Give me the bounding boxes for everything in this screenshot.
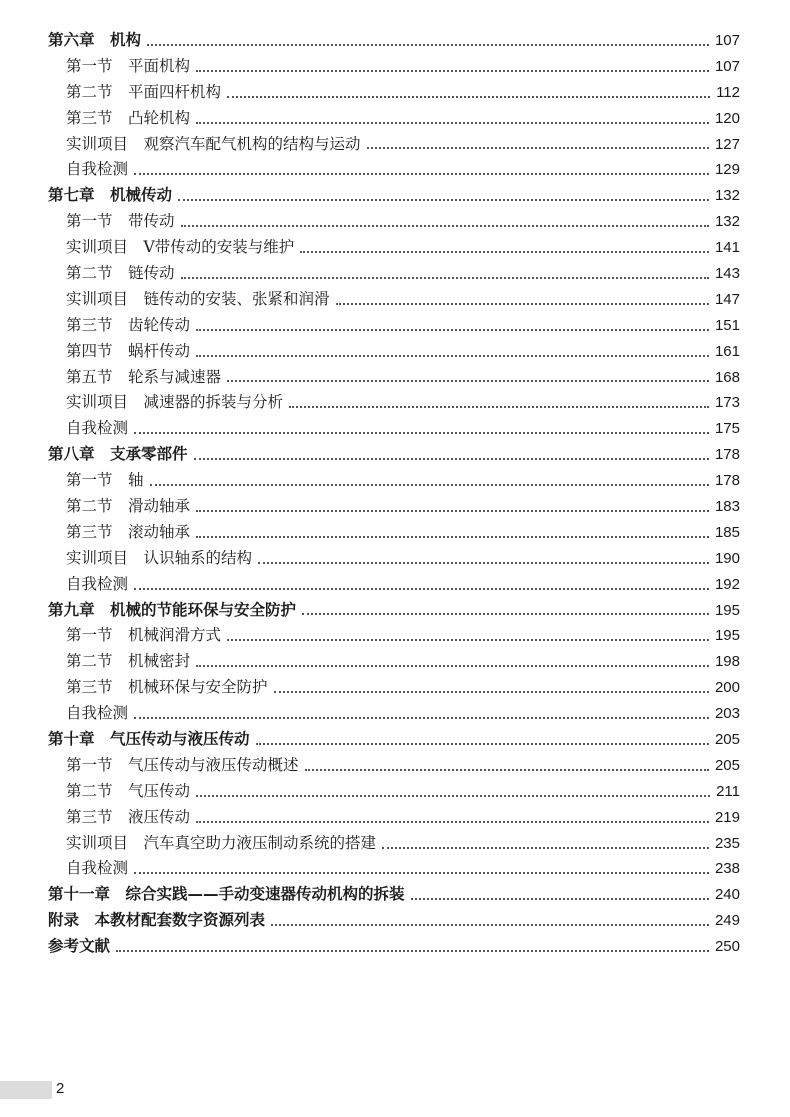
toc-entry-page: 240 — [714, 886, 740, 904]
toc-entry-page: 203 — [714, 705, 740, 723]
toc-entry-page: 183 — [714, 498, 740, 516]
toc-entry-page: 249 — [714, 912, 740, 930]
toc-entry-title: 第一节 气压传动与液压传动概述 — [66, 755, 299, 774]
toc-entry-title: 第二节 机械密封 — [66, 652, 191, 671]
toc-dot-leader — [256, 743, 709, 745]
toc-entry-title: 自我检测 — [66, 859, 129, 878]
toc-dot-leader — [336, 303, 709, 305]
toc-entry-page: 205 — [714, 731, 740, 749]
toc-dot-leader — [196, 122, 709, 124]
toc-dot-leader — [196, 536, 709, 538]
toc-entry-title: 第四节 蜗杆传动 — [66, 341, 191, 360]
footer-bar — [0, 1081, 52, 1099]
toc-section-row[interactable] — [48, 753, 740, 779]
toc-section-row[interactable] — [48, 701, 740, 727]
toc-section-row[interactable] — [48, 805, 740, 831]
toc-entry-title: 实训项目 观察汽车配气机构的结构与运动 — [66, 134, 361, 153]
toc-section-row[interactable] — [48, 54, 740, 80]
toc-entry-title: 第九章 机械的节能环保与安全防护 — [48, 600, 297, 619]
toc-section-row[interactable] — [48, 261, 740, 287]
toc-dot-leader — [305, 769, 709, 771]
toc-dot-leader — [196, 795, 710, 797]
table-of-contents — [48, 28, 740, 960]
toc-section-row[interactable] — [48, 287, 740, 313]
toc-section-row[interactable] — [48, 132, 740, 158]
toc-dot-leader — [196, 665, 709, 667]
toc-entry-title: 第三节 齿轮传动 — [66, 315, 191, 334]
toc-entry-page: 112 — [716, 83, 740, 101]
toc-entry-page: 143 — [714, 265, 740, 282]
toc-entry-title: 第一节 带传动 — [66, 212, 175, 231]
toc-entry-page: 107 — [714, 31, 740, 49]
toc-chapter-row[interactable] — [48, 183, 740, 209]
toc-entry-title: 实训项目 链传动的安装、张紧和润滑 — [66, 289, 330, 308]
toc-entry-title: 第二节 平面四杆机构 — [66, 82, 222, 101]
toc-entry-page: 219 — [714, 808, 740, 826]
toc-section-row[interactable] — [48, 80, 740, 106]
toc-dot-leader — [178, 199, 709, 201]
toc-dot-leader — [196, 355, 709, 357]
toc-rows — [48, 28, 740, 960]
toc-section-row[interactable] — [48, 649, 740, 675]
toc-dot-leader — [258, 562, 709, 564]
toc-entry-page: 195 — [714, 627, 740, 645]
toc-section-row[interactable] — [48, 779, 740, 805]
toc-entry-title: 附录 本教材配套数字资源列表 — [48, 911, 266, 930]
toc-section-row[interactable] — [48, 494, 740, 520]
toc-section-row[interactable] — [48, 157, 740, 183]
toc-entry-page: 175 — [714, 420, 740, 438]
toc-section-row[interactable] — [48, 313, 740, 339]
toc-entry-title: 自我检测 — [66, 574, 129, 593]
toc-entry-title: 第一节 机械润滑方式 — [66, 626, 222, 645]
toc-dot-leader — [134, 432, 709, 434]
toc-dot-leader — [196, 329, 709, 331]
toc-entry-title: 第二节 滑动轴承 — [66, 497, 191, 516]
toc-entry-page: 198 — [714, 653, 740, 671]
toc-dot-leader — [274, 691, 709, 693]
toc-entry-page: 151 — [714, 316, 740, 334]
toc-entry-page: 190 — [714, 549, 740, 567]
toc-entry-page: 147 — [714, 290, 740, 308]
toc-entry-page: 168 — [714, 368, 740, 386]
toc-dot-leader — [150, 484, 709, 486]
toc-entry-title: 第十章 气压传动与液压传动 — [48, 730, 250, 749]
toc-entry-page: 178 — [714, 472, 740, 490]
toc-dot-leader — [271, 924, 709, 926]
toc-dot-leader — [289, 406, 709, 408]
toc-dot-leader — [196, 821, 709, 823]
toc-entry-title: 第二节 链传动 — [66, 264, 175, 282]
toc-entry-page: 195 — [714, 601, 740, 619]
toc-entry-title: 第一节 轴 — [66, 471, 144, 490]
toc-section-row[interactable] — [48, 339, 740, 365]
toc-entry-page: 127 — [714, 135, 740, 153]
toc-dot-leader — [196, 510, 709, 512]
toc-section-row[interactable] — [48, 235, 740, 261]
toc-entry-title: 实训项目 减速器的拆装与分析 — [66, 393, 284, 412]
toc-section-row[interactable] — [48, 623, 740, 649]
toc-section-row[interactable] — [48, 857, 740, 883]
toc-dot-leader — [411, 898, 709, 900]
toc-entry-page: 185 — [714, 523, 740, 541]
toc-chapter-row[interactable] — [48, 598, 740, 624]
toc-entry-title: 自我检测 — [66, 419, 129, 438]
footer-page-number: 2 — [56, 1080, 65, 1097]
toc-entry-title: 自我检测 — [66, 160, 129, 179]
toc-dot-leader — [147, 44, 709, 46]
toc-dot-leader — [116, 950, 709, 952]
toc-dot-leader — [227, 639, 709, 641]
toc-entry-title: 第三节 滚动轴承 — [66, 522, 191, 541]
toc-section-row[interactable] — [48, 831, 740, 857]
toc-entry-page: 211 — [716, 782, 740, 800]
toc-dot-leader — [134, 588, 709, 590]
toc-entry-page: 132 — [714, 187, 740, 205]
toc-chapter-row[interactable] — [48, 28, 740, 54]
toc-section-row[interactable] — [48, 106, 740, 132]
toc-dot-leader — [194, 458, 709, 460]
toc-entry-page: 200 — [714, 679, 740, 697]
toc-section-row[interactable] — [48, 675, 740, 701]
toc-entry-title: 第二节 气压传动 — [66, 781, 191, 800]
toc-entry-title: 第三节 液压传动 — [66, 807, 191, 826]
toc-section-row[interactable] — [48, 520, 740, 546]
toc-dot-leader — [382, 847, 709, 849]
toc-dot-leader — [134, 173, 709, 175]
toc-entry-page: 173 — [714, 394, 740, 412]
toc-entry-title: 第七章 机械传动 — [48, 186, 173, 205]
toc-entry-title: 参考文献 — [48, 937, 111, 956]
toc-entry-title: 实训项目 认识轴系的结构 — [66, 548, 253, 567]
toc-entry-page: 107 — [714, 57, 740, 75]
toc-chapter-row[interactable] — [48, 442, 740, 468]
toc-dot-leader — [196, 70, 709, 72]
toc-entry-title: 实训项目 V带传动的安装与维护 — [66, 238, 295, 257]
toc-dot-leader — [181, 277, 709, 279]
toc-entry-page: 141 — [714, 239, 740, 257]
toc-section-row[interactable] — [48, 572, 740, 598]
toc-dot-leader — [227, 380, 709, 382]
toc-chapter-row[interactable] — [48, 908, 740, 934]
toc-entry-page: 120 — [714, 109, 740, 127]
toc-entry-title: 第三节 机械环保与安全防护 — [66, 678, 268, 697]
toc-entry-title: 自我检测 — [66, 704, 129, 723]
toc-entry-title: 第十一章 综合实践——手动变速器传动机构的拆装 — [48, 885, 405, 904]
toc-section-row[interactable] — [48, 546, 740, 572]
toc-entry-title: 第三节 凸轮机构 — [66, 108, 191, 127]
toc-entry-page: 178 — [714, 446, 740, 464]
toc-entry-title: 第五节 轮系与减速器 — [66, 367, 222, 386]
toc-entry-title: 第一节 平面机构 — [66, 56, 191, 75]
toc-chapter-row[interactable] — [48, 934, 740, 960]
toc-dot-leader — [302, 613, 709, 615]
toc-entry-title: 实训项目 汽车真空助力液压制动系统的搭建 — [66, 833, 377, 852]
toc-entry-page: 192 — [714, 575, 740, 593]
toc-section-row[interactable] — [48, 416, 740, 442]
toc-entry-page: 250 — [714, 938, 740, 956]
toc-chapter-row[interactable] — [48, 882, 740, 908]
toc-section-row[interactable] — [48, 209, 740, 235]
toc-entry-page: 238 — [714, 860, 740, 878]
toc-entry-page: 129 — [714, 161, 740, 179]
toc-entry-page: 235 — [714, 834, 740, 852]
toc-entry-page: 132 — [714, 213, 740, 231]
toc-dot-leader — [181, 225, 709, 227]
toc-section-row[interactable] — [48, 468, 740, 494]
toc-dot-leader — [300, 251, 709, 253]
toc-dot-leader — [367, 147, 709, 149]
toc-section-row[interactable] — [48, 390, 740, 416]
toc-dot-leader — [227, 96, 710, 98]
toc-dot-leader — [134, 717, 709, 719]
toc-entry-title: 第六章 机构 — [48, 30, 142, 49]
toc-entry-title: 第八章 支承零部件 — [48, 445, 188, 464]
toc-chapter-row[interactable] — [48, 727, 740, 753]
toc-entry-page: 161 — [714, 342, 740, 360]
toc-section-row[interactable] — [48, 365, 740, 391]
toc-dot-leader — [134, 872, 709, 874]
toc-entry-page: 205 — [714, 756, 740, 774]
